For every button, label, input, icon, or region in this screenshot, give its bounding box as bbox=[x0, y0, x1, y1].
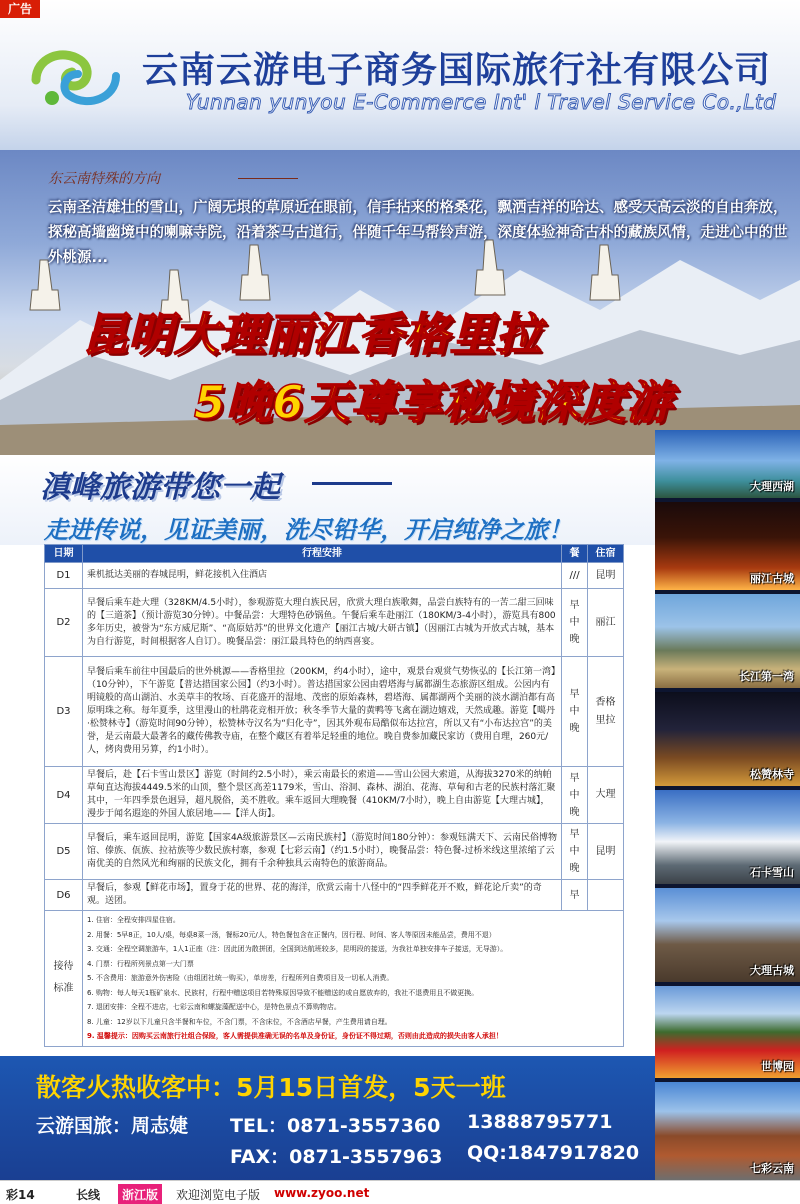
meal-cell: 早中晚 bbox=[562, 657, 588, 767]
hero-title-line2: 5晚6天尊享秘境深度游 bbox=[194, 376, 673, 429]
promo-qq: QQ:1847917820 bbox=[467, 1142, 640, 1164]
promo-agent: 云游国旅：周志婕 bbox=[36, 1115, 189, 1137]
photo-colorful-yunnan bbox=[655, 1082, 800, 1180]
photo-expo-garden bbox=[655, 986, 800, 1078]
promo-headline: 散客火热收客中：5月15日首发，5天一班 bbox=[36, 1073, 506, 1102]
meal-cell: 早 bbox=[562, 880, 588, 911]
header-banner bbox=[0, 0, 800, 150]
edition-badge: 浙江版 bbox=[118, 1184, 162, 1204]
note-item: 1. 住宿：全程安排四星住宿。 bbox=[86, 916, 180, 924]
slogan-secondary: 走进传说，见证美丽，洗尽铅华，开启纯净之旅！ bbox=[44, 516, 572, 544]
stay-cell: 昆明 bbox=[588, 563, 624, 589]
note-item: 8. 儿童：12岁以下儿童只含半餐和车位，不含门票，不含床位，不含酒店早餐，产生费用请自理。 bbox=[86, 1017, 392, 1026]
meal-cell: 早中晚 bbox=[562, 824, 588, 880]
photo-caption: 松赞林寺 bbox=[750, 768, 794, 781]
photo-caption: 大理古城 bbox=[750, 964, 794, 977]
table-row bbox=[45, 880, 624, 911]
table-row bbox=[45, 563, 624, 589]
hero-intro: 云南圣洁雄壮的雪山，广阔无垠的草原近在眼前，信手拈来的格桑花，飘洒吉祥的哈达、感受天高云淡的自由奔放，探秘高墙幽境中的喇嘛寺院，沿着茶马古道行，伴随千年马帮铃声游，深度体验神奇古朴的藏族风情，走进心中的世外桃源... bbox=[48, 200, 788, 266]
photo-caption: 七彩云南 bbox=[750, 1162, 794, 1175]
header-meal: 餐 bbox=[562, 545, 588, 563]
slogan-primary: 滇峰旅游带您一起 bbox=[40, 470, 280, 505]
header-date: 日期 bbox=[45, 545, 83, 563]
page-footer bbox=[0, 1180, 800, 1204]
company-name-cn: 云南云游电子商务国际旅行社有限公司 bbox=[142, 50, 772, 91]
note-item-warning: 9. 温馨提示：因购买云南旅行社组合保险，客人需提供准确无误的名单及身份证，身份证不得过期，否则由此造成的损失由客人承担！ bbox=[86, 1032, 503, 1040]
company-logo-icon bbox=[22, 38, 130, 118]
day-cell: D5 bbox=[45, 824, 83, 880]
photo-lijiang-old-town bbox=[655, 502, 800, 590]
welcome-text: 欢迎浏览电子版 bbox=[176, 1188, 261, 1202]
note-item: 7. 退团安排：全程不进店，七彩云南和螺旋藻配送中心，是特色景点不算购物店。 bbox=[86, 1003, 341, 1011]
stay-cell: 香格里拉 bbox=[588, 657, 624, 767]
table-row bbox=[45, 589, 624, 657]
itinerary-table bbox=[44, 544, 624, 1047]
schedule-cell: 早餐后乘车赴大理（328KM/4.5小时），参观游览大理白族民居，欣赏大理白族歌舞，品尝白族特有的一苦二甜三回味的【三道茶】（预计游览30分钟）。中餐品尝：大理特色砂锅鱼。午餐后乘车赴丽江（180KM/3-4小时），游览具有800多年历史，被誉为“东方威尼斯”、“高原姑苏”的世界文化遗产【丽江古城/大研古镇】（因丽江古城为开放式古城，基本为自行游览，时间根据客人自订）。晚餐品尝：丽江最具特色的纳西喜宴。 bbox=[82, 589, 561, 657]
table-row-reception bbox=[45, 911, 624, 1047]
meal-cell: 早中晚 bbox=[562, 589, 588, 657]
note-item: 4. 门票：行程所列景点第一大门票 bbox=[86, 959, 194, 968]
schedule-cell: 早餐后，赴【石卡雪山景区】游览（时间约2.5小时），乘云南最长的索道——雪山公园大索道，从海拔3270米的纳帕草甸直达海拔4449.5米的山顶，整个景区高差1179米，雪山、浴洞、森林、湖泊、花海、草甸和古老的民族村落汇聚其中，一年四季景色迥异，超凡脱俗，美不胜收。乘车返回大理晚餐（410KM/7小时），晚上自由游览【大理古城】，漫步于闻名遐迩的外国人旅居地——【洋人街】。 bbox=[82, 767, 561, 824]
photo-shika-snow-mountain bbox=[655, 790, 800, 884]
photo-caption: 石卡雪山 bbox=[750, 866, 794, 879]
header-schedule: 行程安排 bbox=[82, 545, 561, 563]
schedule-cell: 早餐后，乘车返回昆明，游览【国家4A级旅游景区—云南民族村】（游览时间180分钟）：参观钰满天下、云南民俗博物馆、傣族、佤族、拉祜族等少数民族村寨，参观【七彩云南】（约1.5小时），晚餐品尝：特色餐-过桥米线这里浓缩了云南优美的自然风光和绚丽的民族文化，拥有千余种独具云南特色的旅游商品。 bbox=[82, 824, 561, 880]
hero-title-line1: 昆明大理丽江香格里拉 bbox=[82, 308, 543, 361]
stay-cell bbox=[588, 880, 624, 911]
reception-label: 接待标准 bbox=[45, 911, 83, 1047]
day-cell: D3 bbox=[45, 657, 83, 767]
promo-fax: FAX：0871-3557963 bbox=[230, 1146, 443, 1168]
website-link[interactable]: www.zyoo.net bbox=[274, 1186, 370, 1200]
reception-notes bbox=[82, 911, 623, 1047]
photo-first-bend bbox=[655, 594, 800, 688]
photo-dali-lake bbox=[655, 430, 800, 498]
photo-caption: 大理西湖 bbox=[750, 480, 794, 493]
note-item: 5. 不含费用：旅游意外伤害险（由组团社统一购买），单房差，行程所列自费项目及一切私人消费。 bbox=[86, 974, 394, 982]
photo-songzanlin-temple bbox=[655, 692, 800, 786]
promo-tel: TEL：0871-3557360 bbox=[230, 1115, 441, 1137]
header-stay: 住宿 bbox=[588, 545, 624, 563]
company-name-en: Yunnan yunyou E-Commerce Int' l Travel Service Co.,Ltd bbox=[186, 90, 777, 114]
page-number: 彩14 bbox=[6, 1188, 35, 1202]
stay-cell: 大理 bbox=[588, 767, 624, 824]
day-cell: D4 bbox=[45, 767, 83, 824]
day-cell: D2 bbox=[45, 589, 83, 657]
stay-cell: 丽江 bbox=[588, 589, 624, 657]
day-cell: D1 bbox=[45, 563, 83, 589]
promo-mobile: 13888795771 bbox=[467, 1111, 613, 1133]
ad-tag: 广告 bbox=[0, 0, 40, 18]
table-row bbox=[45, 657, 624, 767]
photo-caption: 丽江古城 bbox=[750, 572, 794, 585]
table-header-row bbox=[45, 545, 624, 563]
note-item: 3. 交通：全程空调旅游车，1人1正座（注：因此团为散拼团，全国到达航班较多，昆明段的接送，为我社单独安排车子接送，无导游）。 bbox=[86, 945, 508, 953]
stay-cell: 昆明 bbox=[588, 824, 624, 880]
section-name: 长线 bbox=[76, 1188, 101, 1202]
table-row bbox=[45, 767, 624, 824]
slogan-divider bbox=[312, 482, 392, 485]
table-row bbox=[45, 824, 624, 880]
photo-caption: 世博园 bbox=[761, 1060, 794, 1073]
hero-tagline: 东云南特殊的方向 bbox=[48, 171, 160, 187]
schedule-cell: 早餐后，参观【鲜花市场】，置身于花的世界、花的海洋，欣赏云南十八怪中的“四季鲜花开不败，鲜花论斤卖”的奇观。送团。 bbox=[82, 880, 561, 911]
meal-cell: /// bbox=[562, 563, 588, 589]
photo-dali-old-town bbox=[655, 888, 800, 982]
photo-caption: 长江第一湾 bbox=[739, 670, 794, 683]
schedule-cell: 早餐后乘车前往中国最后的世外桃源——香格里拉（200KM，约4小时），途中，观景台观赏气势恢弘的【长江第一湾】（10分钟），下午游览【普达措国家公园】（约3小时）。普达措国家公园由碧塔海与属都湖生态旅游区组成。公园内有明镜般的高山湖泊、水美草丰的牧场、百花盛开的湿地、茂密的原始森林，碧塔海、属都湖两个美丽的淡水湖泊都有高原明珠之称。每年夏季，这里漫山的杜鹃花竞相开放；秋冬季节大量的黄鸭等飞禽在湖边嬉戏，天然成趣。游览【噶丹·松赞林寺】（游览时间90分钟），松赞林寺汉名为“归化寺”，因其外观布局酷似布达拉宫，所以又有“小布达拉宫”的美誉，是云南最大最著名的藏传佛教寺庙，在整个藏区有着举足轻重的地位。晚自费参加藏民家访（费用自理，260元/人，烤肉费用另算，约1小时）。 bbox=[82, 657, 561, 767]
note-item: 6. 购物：每人每天1瓶矿泉水、民族村，行程中赠送项目若特殊原因导致不能赠送的或自愿放弃的，我社不退费用且不做更换。 bbox=[86, 988, 479, 997]
tagline-divider bbox=[238, 178, 298, 179]
meal-cell: 早中晚 bbox=[562, 767, 588, 824]
day-cell: D6 bbox=[45, 880, 83, 911]
schedule-cell: 乘机抵达美丽的春城昆明，鲜花接机入住酒店 bbox=[82, 563, 561, 589]
note-item: 2. 用餐：5早8正，10人/桌，每桌8菜一汤，餐标20元/人，特色餐包含在正餐内，因行程、时间、客人等原因未能品尝，费用不退） bbox=[86, 930, 496, 939]
